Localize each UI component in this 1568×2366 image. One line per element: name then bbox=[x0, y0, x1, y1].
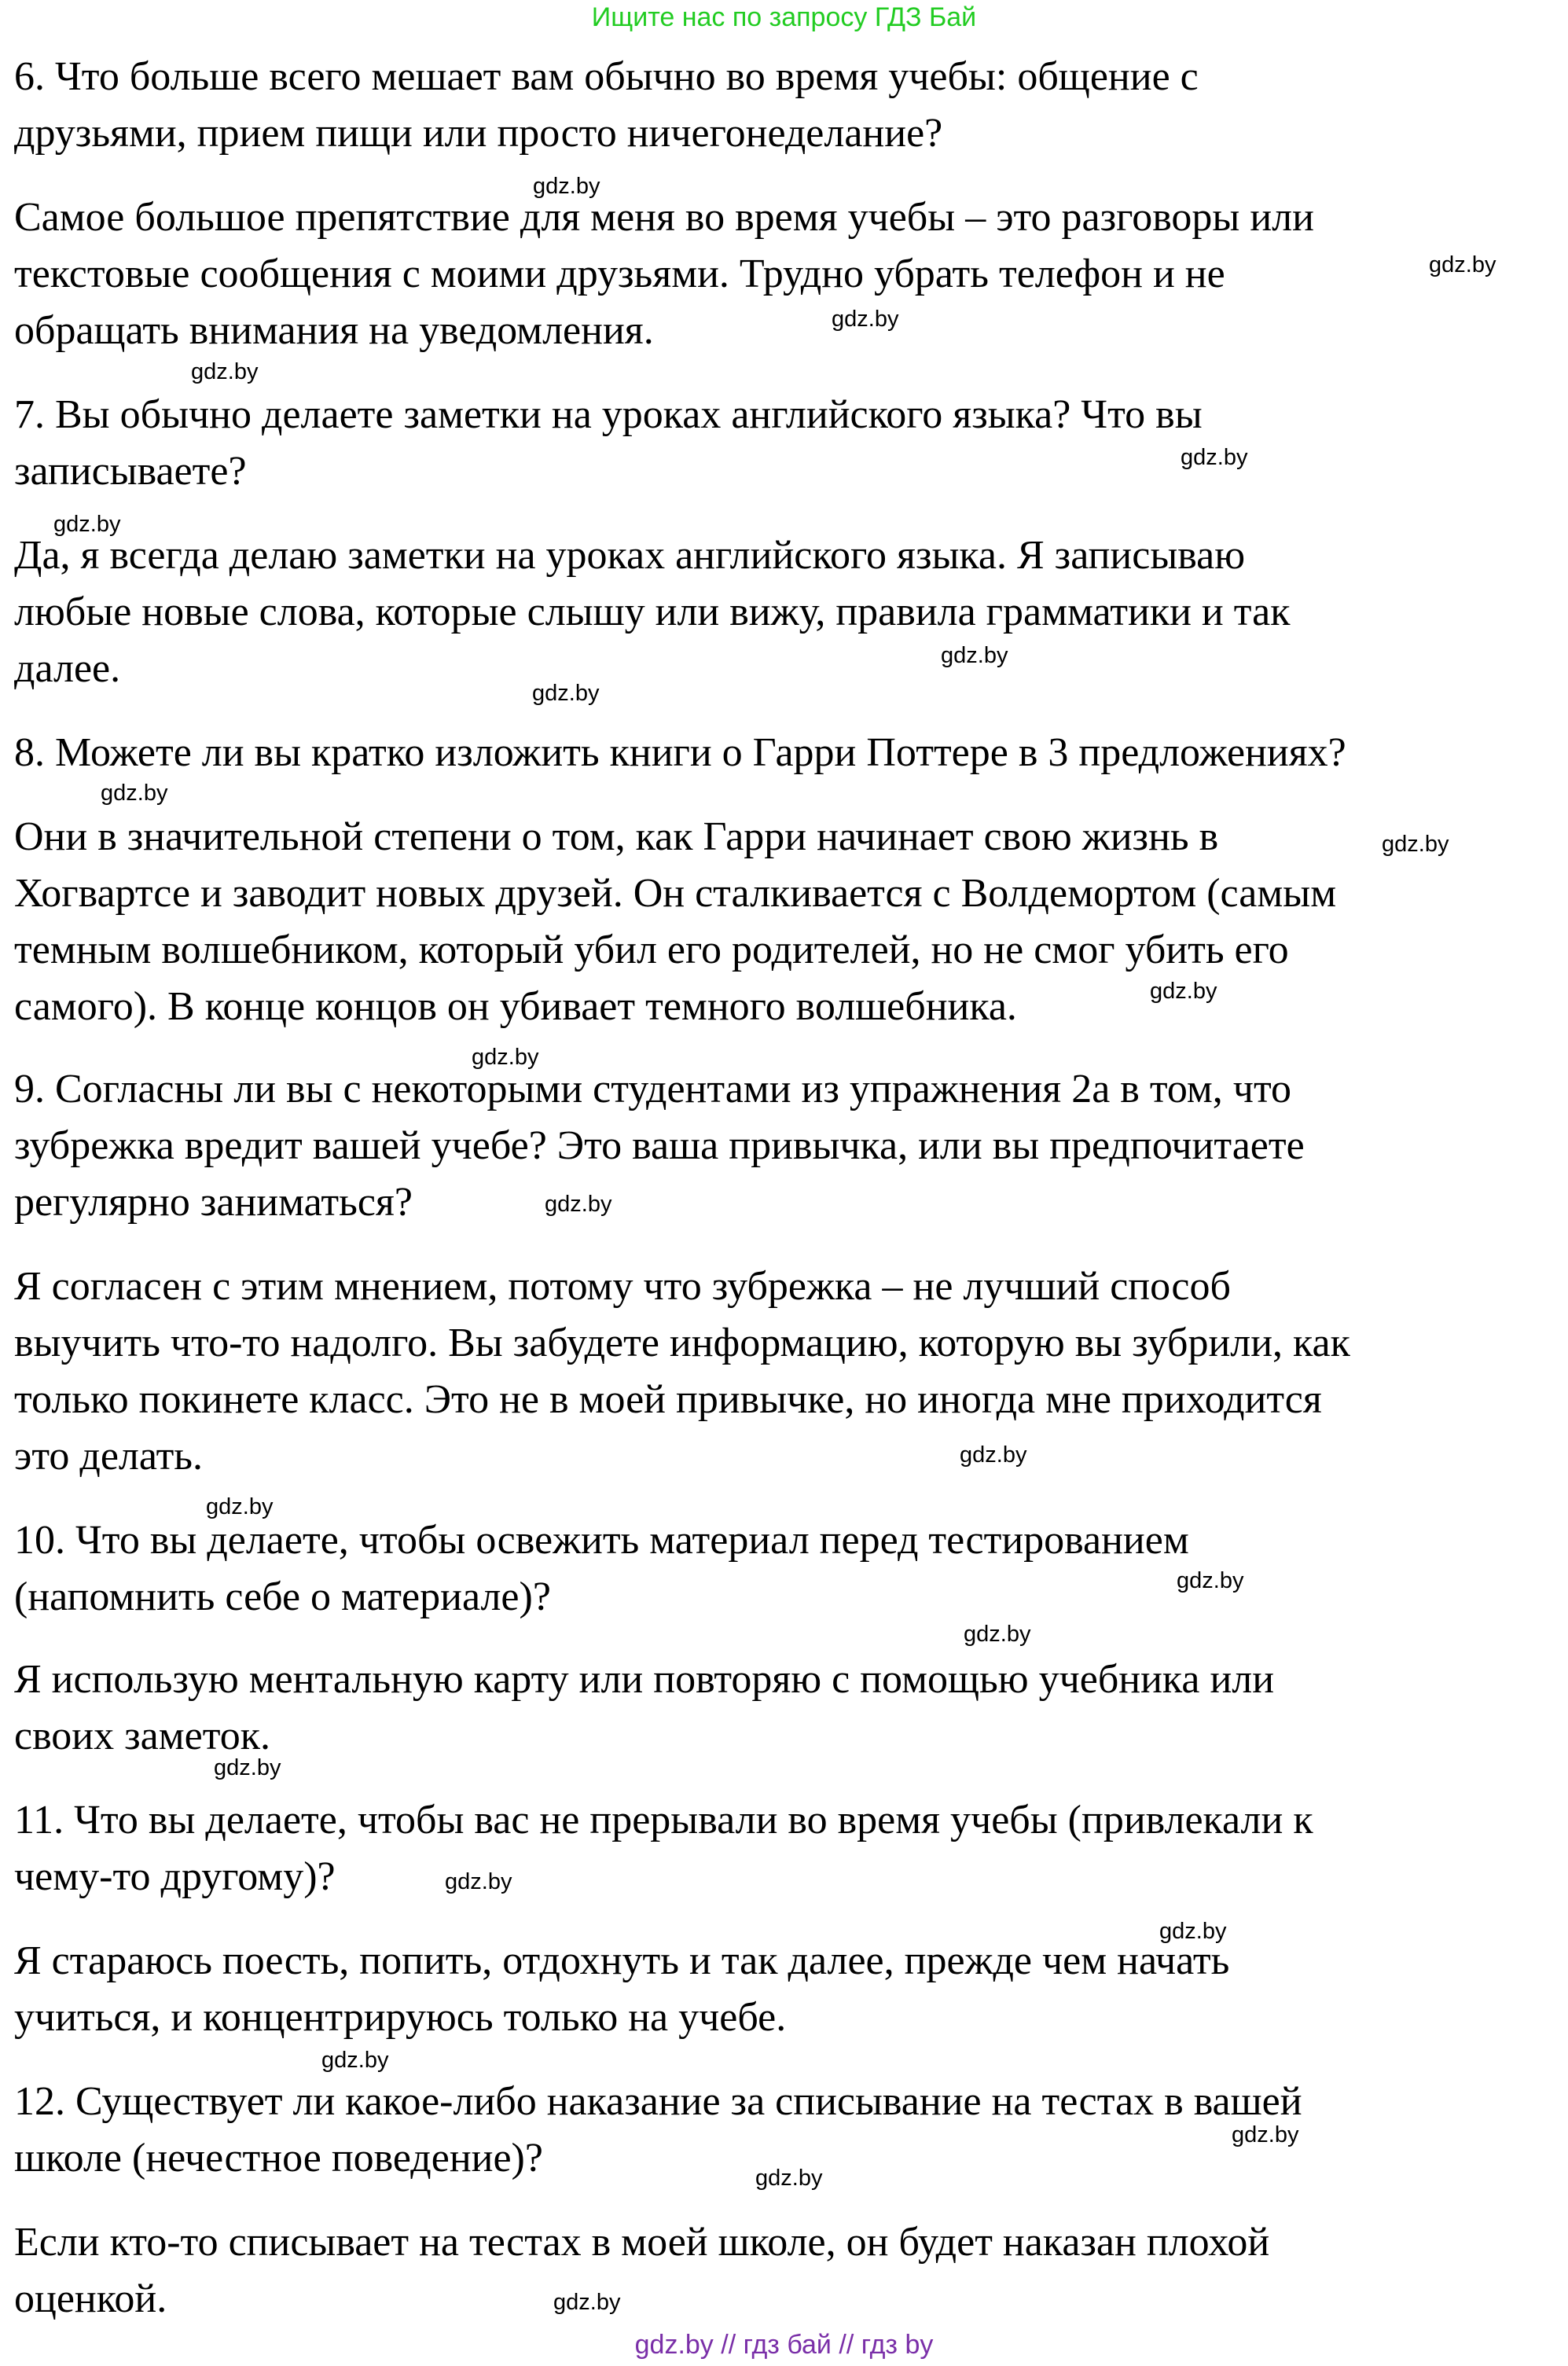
text-line: Я стараюсь поесть, попить, отдохнуть и так далее, прежде чем начать bbox=[14, 1938, 1230, 1983]
text-line: любые новые слова, которые слышу или вижу, правила грамматики и так bbox=[14, 590, 1291, 634]
watermark-label: gdz.by bbox=[53, 512, 121, 537]
text-line: 9. Согласны ли вы с некоторыми студентами из упражнения 2а в том, что bbox=[14, 1067, 1291, 1111]
text-line: школе (нечестное поведение)? bbox=[14, 2136, 543, 2180]
watermark-label: gdz.by bbox=[941, 643, 1008, 668]
site-footer: gdz.by // гдз бай // гдз by bbox=[634, 2330, 934, 2360]
site-banner: Ищите нас по запросу ГДЗ Бай bbox=[591, 2, 977, 32]
watermark-label: gdz.by bbox=[1177, 1568, 1244, 1593]
watermark-label: gdz.by bbox=[1181, 445, 1248, 470]
text-line: самого). В конце концов он убивает темного волшебника. bbox=[14, 984, 1017, 1029]
watermark-label: gdz.by bbox=[472, 1045, 539, 1070]
text-line: 12. Существует ли какое-либо наказание за списывание на тестах в вашей bbox=[14, 2079, 1302, 2124]
text-line: Хогвартсе и заводит новых друзей. Он сталкивается с Волдемортом (самым bbox=[14, 871, 1337, 916]
watermark-label: gdz.by bbox=[206, 1494, 274, 1519]
watermark-label: gdz.by bbox=[533, 174, 600, 199]
text-line: обращать внимания на уведомления. bbox=[14, 308, 654, 353]
text-line: 8. Можете ли вы кратко изложить книги о Гарри Поттере в 3 предложениях? bbox=[14, 730, 1346, 775]
text-line: Да, я всегда делаю заметки на уроках английского языка. Я записываю bbox=[14, 533, 1246, 578]
text-line: друзьями, прием пищи или просто ничегонеделание? bbox=[14, 111, 943, 156]
watermark-label: gdz.by bbox=[964, 1622, 1031, 1647]
text-line: чему-то другому)? bbox=[14, 1854, 336, 1899]
watermark-label: gdz.by bbox=[321, 2048, 389, 2073]
watermark-label: gdz.by bbox=[1382, 832, 1449, 857]
text-line: далее. bbox=[14, 646, 121, 691]
watermark-label: gdz.by bbox=[445, 1869, 512, 1894]
text-line: Если кто-то списывает на тестах в моей школе, он будет наказан плохой bbox=[14, 2220, 1270, 2265]
watermark-label: gdz.by bbox=[755, 2166, 823, 2191]
watermark-label: gdz.by bbox=[191, 359, 259, 384]
text-line: Я согласен с этим мнением, потому что зубрежка – не лучший способ bbox=[14, 1264, 1231, 1309]
watermark-label: gdz.by bbox=[532, 681, 600, 706]
text-line: Они в значительной степени о том, как Гарри начинает свою жизнь в bbox=[14, 814, 1219, 859]
text-line: (напомнить себе о материале)? bbox=[14, 1574, 551, 1619]
text-line: только покинете класс. Это не в моей привычке, но иногда мне приходится bbox=[14, 1377, 1322, 1422]
watermark-label: gdz.by bbox=[960, 1442, 1027, 1468]
watermark-label: gdz.by bbox=[545, 1192, 612, 1217]
text-line: Я использую ментальную карту или повторяю с помощью учебника или bbox=[14, 1657, 1275, 1702]
text-line: 6. Что больше всего мешает вам обычно во время учебы: общение с bbox=[14, 54, 1199, 99]
watermark-label: gdz.by bbox=[214, 1755, 281, 1780]
text-line: своих заметок. bbox=[14, 1714, 271, 1758]
text-line: регулярно заниматься? bbox=[14, 1180, 413, 1225]
text-line: зубрежка вредит вашей учебе? Это ваша привычка, или вы предпочитаете bbox=[14, 1123, 1305, 1168]
text-line: записываете? bbox=[14, 449, 247, 494]
text-line: учиться, и концентрируюсь только на учебе. bbox=[14, 1995, 787, 2040]
text-line: оценкой. bbox=[14, 2276, 167, 2321]
watermark-label: gdz.by bbox=[1232, 2122, 1299, 2147]
text-line: Самое большое препятствие для меня во время учебы – это разговоры или bbox=[14, 195, 1314, 240]
text-line: 7. Вы обычно делаете заметки на уроках английского языка? Что вы bbox=[14, 392, 1203, 437]
text-line: темным волшебником, который убил его родителей, но не смог убить его bbox=[14, 928, 1289, 972]
watermark-label: gdz.by bbox=[553, 2290, 621, 2315]
text-line: 10. Что вы делаете, чтобы освежить материал перед тестированием bbox=[14, 1518, 1189, 1563]
text-line: текстовые сообщения с моими друзьями. Трудно убрать телефон и не bbox=[14, 252, 1225, 296]
watermark-label: gdz.by bbox=[1159, 1919, 1227, 1944]
watermark-label: gdz.by bbox=[101, 781, 168, 806]
watermark-label: gdz.by bbox=[1429, 252, 1496, 277]
text-line: выучить что-то надолго. Вы забудете информацию, которую вы зубрили, как bbox=[14, 1321, 1350, 1365]
watermark-label: gdz.by bbox=[1150, 979, 1217, 1004]
watermark-label: gdz.by bbox=[832, 307, 899, 332]
text-line: это делать. bbox=[14, 1434, 204, 1479]
text-line: 11. Что вы делаете, чтобы вас не прерывали во время учебы (привлекали к bbox=[14, 1798, 1313, 1842]
